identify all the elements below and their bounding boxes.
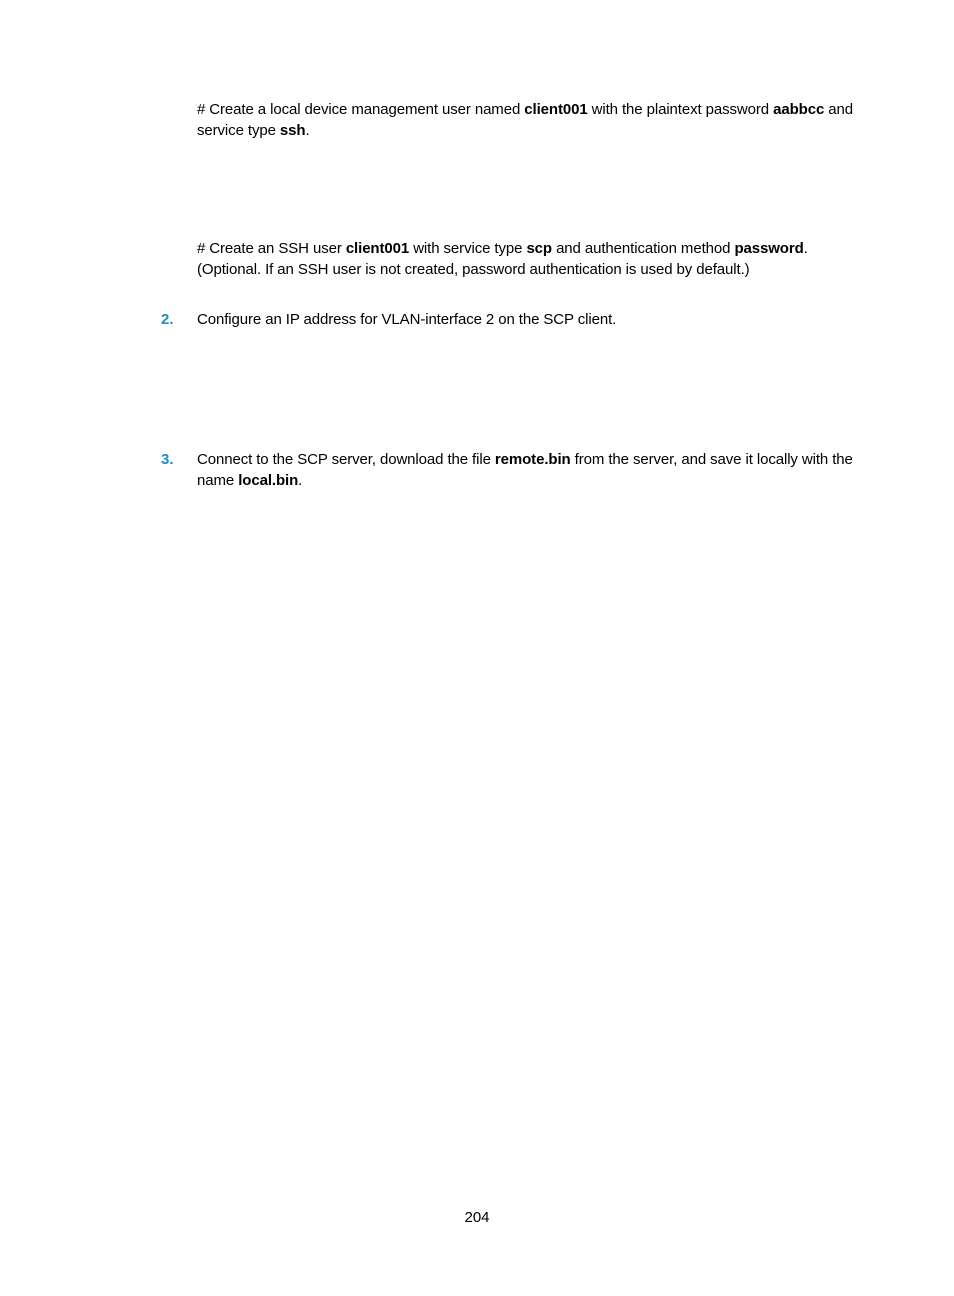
text-segment: and service type [197, 101, 854, 139]
bold-password: aabbcc [773, 101, 825, 118]
text-segment: . [305, 122, 310, 139]
paragraph-create-ssh-user [197, 238, 877, 280]
bold-username: client001 [345, 240, 410, 257]
text-segment: . [803, 240, 808, 257]
step-text-configure-ip: Configure an IP address for VLAN-interface 2 on the SCP client. [197, 311, 617, 328]
text-segment: and authentication method [552, 240, 735, 257]
text-segment: from the server, and save it locally with the name [197, 451, 853, 489]
step-number: 2. [161, 311, 174, 328]
bold-auth-method: password [734, 240, 804, 257]
bold-remote-file: remote.bin [494, 451, 571, 468]
bold-service-type: scp [526, 240, 552, 257]
step-number: 3. [161, 451, 174, 468]
bold-service-type: ssh [279, 122, 306, 139]
bold-username: client001 [524, 101, 588, 118]
text-segment: . [298, 472, 303, 489]
bold-local-file: local.bin [238, 472, 299, 489]
text-segment: with the plaintext password [587, 101, 774, 118]
text-segment: Connect to the SCP server, download the file [197, 451, 495, 468]
step-text-connect-scp [197, 449, 877, 491]
text-segment: # Create a local device management user named [197, 101, 525, 118]
text-segment: # Create an SSH user [197, 240, 346, 257]
text-segment: with service type [409, 240, 527, 257]
optional-note: (Optional. If an SSH user is not created, password authentication is used by default.) [197, 261, 750, 278]
page-number: 204 [464, 1209, 490, 1226]
paragraph-create-local-user [197, 99, 877, 141]
